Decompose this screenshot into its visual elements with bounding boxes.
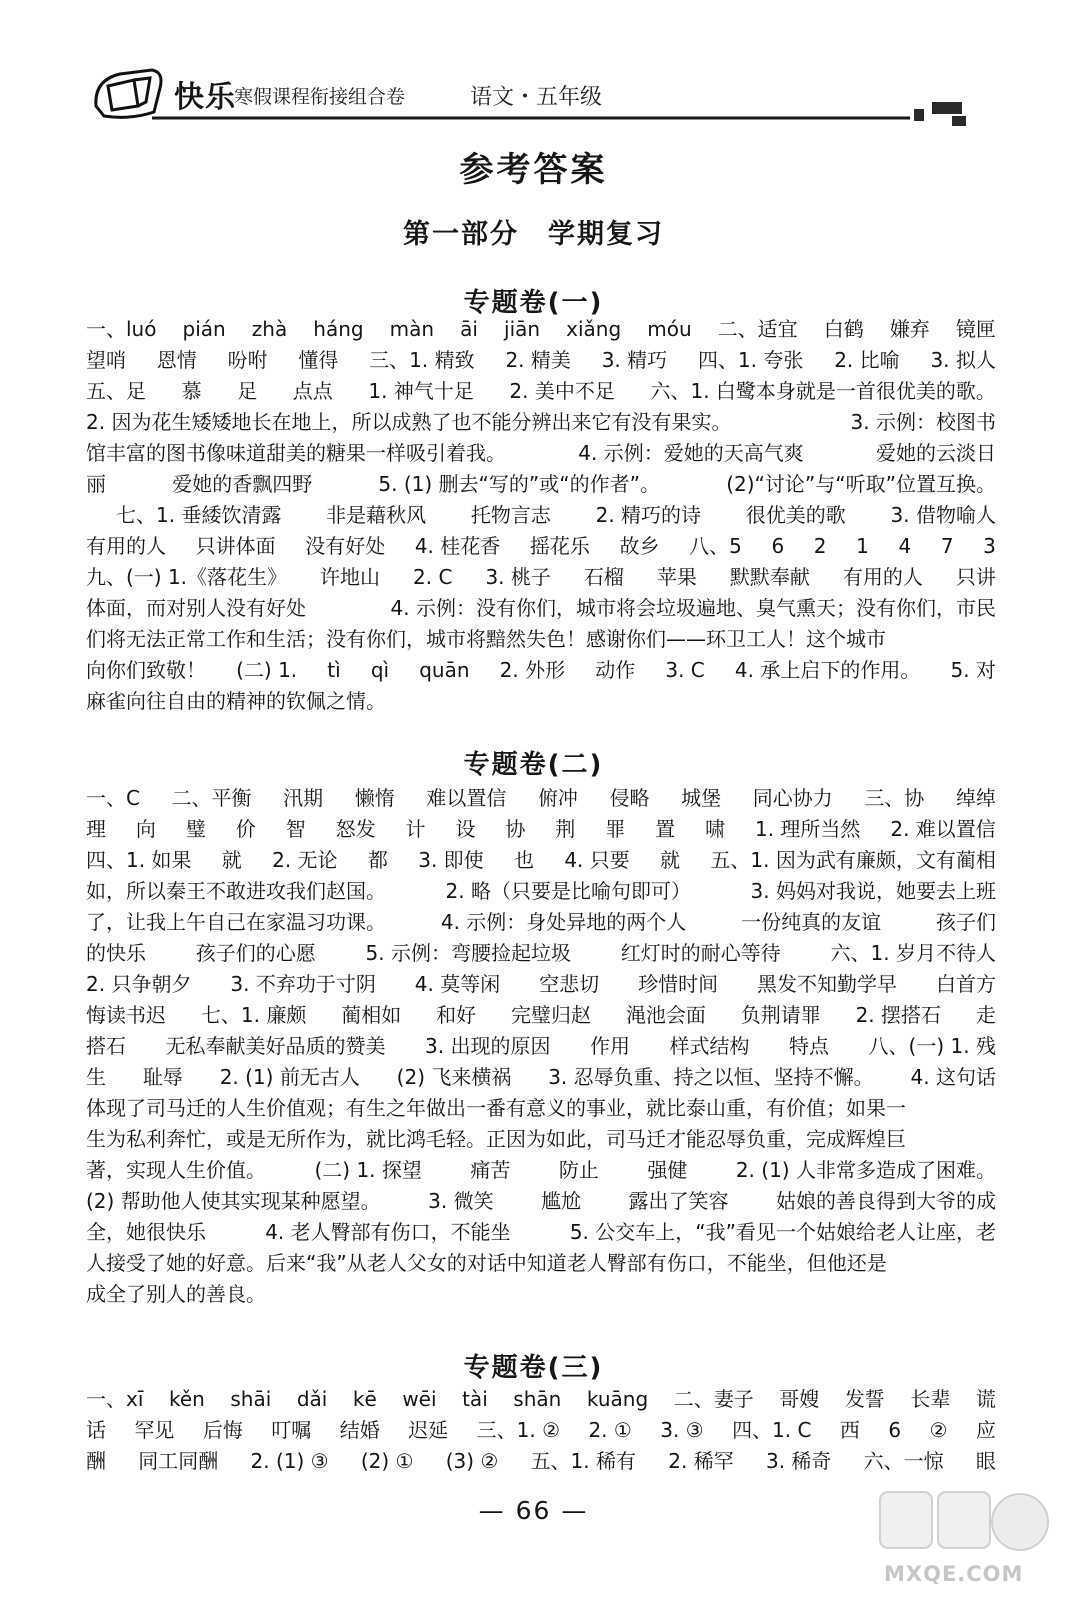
subject-grade: 语文・五年级 [470,85,603,110]
answer-segment: 六、1. 岁月不待人 [830,941,996,965]
answer-segment: 嫌弃 [889,317,930,341]
answer-segment: 3. 拟人 [930,348,996,372]
answer-segment: (2)“讨论”与“听取”位置互换。 [726,472,996,496]
answer-segment: pián [182,317,226,341]
answer-segment: 特点 [789,1034,830,1058]
answer-segment: 2. (1) 人非常多造成了困难。 [735,1158,996,1182]
answer-segment: 只讲 [955,565,996,589]
answer-segment: 走 [975,1003,996,1027]
answer-segment: 罕见 [134,1418,175,1442]
answer-segment: 2. (1) ③ [250,1449,329,1473]
answer-segment: āi [460,317,478,341]
answer-line [86,1384,996,1415]
answer-segment: 五、足 [86,379,146,403]
section-title-1: 专题卷(一) [463,288,604,318]
answer-line [86,593,996,624]
answer-segment: 样式结构 [669,1034,750,1058]
answer-segment: 痛苦 [470,1158,511,1182]
answer-segment: 话 [86,1418,106,1442]
watermark-text: MXQE.COM [884,1562,1024,1586]
answer-segment: 4. 承上启下的作用。 [734,658,921,682]
answer-segment: 红灯时的耐心等待 [620,941,781,965]
answer-segment: 苹果 [656,565,697,589]
answer-line [86,1031,996,1062]
part-title: 第一部分 学期复习 [403,219,664,250]
answer-segment: 4. 示例：没有你们，城市将会垃圾遍地、臭气熏天；没有你们，市民 [390,596,996,620]
answer-segment: 3. 妈妈对我说，她要去上班 [750,879,996,903]
answer-segment: 2. 外形 [499,658,566,682]
answer-segment: 体现了司马迁的人生价值观；有生之年做出一番有意义的事业，就比泰山重，有价值；如果一 [86,1096,906,1120]
answer-line [86,500,996,531]
answer-segment: 1 [856,534,869,558]
answer-segment: 动作 [595,658,636,682]
answer-segment: 2. 稀罕 [668,1449,734,1473]
answer-line [86,783,996,814]
answer-segment: 丽 [86,472,106,496]
answer-segment: 5. (1) 删去“写的”或“的作者”。 [378,472,660,496]
section-1-answers [86,314,996,717]
answer-line [86,1248,996,1279]
answer-segment: (2) ① [360,1449,414,1473]
answer-line [86,345,996,376]
answer-segment: 俯冲 [537,786,578,810]
answer-segment: 二、平衡 [171,786,252,810]
answer-segment: 成全了别人的善良。 [86,1282,266,1306]
answer-segment: 石榴 [583,565,624,589]
answer-segment: 3 [983,534,996,558]
answer-line [86,969,996,1000]
answer-segment: 城堡 [681,786,722,810]
answer-segment: 的快乐 [86,941,146,965]
answer-segment: 点点 [292,379,333,403]
answer-segment: 2. ① [588,1418,632,1442]
answer-segment: 同工同酬 [138,1449,219,1473]
answer-segment: 协 [505,817,526,841]
answer-segment: 尴尬 [541,1189,582,1213]
answer-segment: 四、1. 如果 [86,848,192,872]
answer-line [86,1155,996,1186]
answer-segment: 叮嘱 [271,1418,312,1442]
answer-segment: 3. 桃子 [485,565,551,589]
answer-segment: 2. C [413,565,453,589]
answer-segment: 绰绰 [955,786,996,810]
answer-segment: 镜匣 [955,317,996,341]
answer-segment: 一、luó [86,317,157,341]
answer-segment: 体面，而对别人没有好处 [86,596,306,620]
answer-segment: 4. 只要 [564,848,630,872]
answer-segment: 无私奉献美好品质的赞美 [165,1034,386,1058]
answer-segment: 3. 微笑 [428,1189,494,1213]
answer-segment: 非是藉秋风 [326,503,427,527]
answer-line [86,1217,996,1248]
answer-segment: 五、1. 稀有 [530,1449,637,1473]
answer-segment: quān [419,658,470,682]
answer-line [86,876,996,907]
answer-segment: 如，所以秦王不敢进攻我们赵国。 [86,879,386,903]
answer-segment: 应 [975,1418,996,1442]
answer-segment: 4. 示例：身处异地的两个人 [440,910,687,934]
answer-segment: 汛期 [283,786,324,810]
answer-segment: 一、xī [86,1387,144,1411]
answer-segment: 5. 对 [950,658,996,682]
answer-segment: 3. 稀奇 [765,1449,832,1473]
answer-line [86,686,996,717]
answer-segment: 爱她的云淡日 [875,441,996,465]
answer-segment: 四、1. C [732,1418,812,1442]
answer-segment: kē [352,1387,377,1411]
answer-segment: 一、C [86,786,140,810]
answer-segment: 2. 无论 [272,848,338,872]
answer-segment: 没有好处 [305,534,386,558]
answer-segment: 白首方 [935,972,996,996]
answer-segment: 二、妻子 [673,1387,754,1411]
answer-segment: 默默奉献 [729,565,810,589]
section-3-answers [86,1384,996,1477]
answer-segment: 作用 [590,1034,630,1058]
answer-segment: 2. 精美 [505,348,571,372]
answer-segment: wēi [402,1387,437,1411]
answer-segment: 璧 [185,817,206,841]
answer-segment: 露出了笑容 [628,1189,729,1213]
answer-line [86,1415,996,1446]
answer-segment: 七、1. 廉颇 [200,1003,307,1027]
answer-line [86,438,996,469]
answer-segment: ② [929,1418,948,1442]
answer-segment: 三、协 [864,786,925,810]
brand-name: 快乐 [174,80,236,115]
answer-line [86,1062,996,1093]
answer-line [86,1000,996,1031]
answer-segment: 2. 美中不足 [509,379,615,403]
answer-segment: (2) 帮助他人使其实现某种愿望。 [86,1189,381,1213]
answer-segment: 都 [367,848,388,872]
answer-segment: zhà [251,317,288,341]
answer-segment: 恩情 [156,348,197,372]
answer-line [86,655,996,686]
book-logo-icon [90,66,166,126]
answer-segment: 懒惰 [354,786,395,810]
answer-segment: shān [513,1387,562,1411]
answer-segment: 就 [660,848,681,872]
answer-line [86,1279,996,1310]
answer-line [86,1186,996,1217]
answer-segment: 4 [898,534,912,558]
answer-line [86,938,996,969]
answer-segment: 2. 比喻 [834,348,900,372]
answer-segment: 姑娘的善良得到大爷的成 [775,1189,996,1213]
answer-segment: 智 [285,817,306,841]
answer-line [86,845,996,876]
answer-segment: 4. 莫等闲 [414,972,501,996]
answer-segment: (3) ② [445,1449,499,1473]
answer-segment: 二、适宜 [717,317,798,341]
answer-segment: 人接受了她的好意。后来“我”从老人父女的对话中知道老人臀部有伤口，不能坐，但他还是 [86,1251,887,1275]
answer-segment: 4. 这句话 [910,1065,996,1089]
answer-segment: 向 [135,817,156,841]
answer-segment: 设 [455,817,476,841]
answer-segment: 八、(一) 1. 残 [868,1034,996,1058]
answer-line [86,531,996,562]
answer-segment: 计 [405,817,426,841]
answer-segment: shāi [230,1387,272,1411]
answer-segment: 六、1. 白鹭本身就是一首很优美的歌。 [650,379,996,403]
answer-segment: 慕 [181,379,202,403]
answer-segment: 向你们致敬！ [86,658,206,682]
answer-segment: 5. 公交车上，“我”看见一个姑娘给老人让座，老 [569,1220,996,1244]
answer-segment: 2. 略（只要是比喻句即可） [445,879,691,903]
answer-line [86,1093,996,1124]
answer-segment: 强健 [647,1158,688,1182]
answer-segment: 2. 精巧的诗 [595,503,702,527]
answer-segment: 同心协力 [752,786,833,810]
answer-segment: 迟延 [408,1418,449,1442]
answer-segment: 2 [813,534,827,558]
answer-segment: 酬 [86,1449,106,1473]
answer-segment: 四、1. 夸张 [697,348,804,372]
answer-segment: 荆 [555,817,576,841]
answer-segment: 一份纯真的友谊 [741,910,882,934]
answer-segment: 3. 出现的原因 [425,1034,551,1058]
section-title-3: 专题卷(三) [463,1353,604,1383]
answer-segment: 渑池会面 [625,1003,706,1027]
answer-segment: háng [313,317,364,341]
answer-segment: 罪 [605,817,626,841]
answer-segment: móu [647,317,692,341]
answer-segment: 八、5 [689,534,742,558]
answer-segment: 吩咐 [227,348,268,372]
answer-segment: 有用的人 [86,534,166,558]
answer-segment: tì [327,658,341,682]
answer-segment: 了，让我上午自己在家温习功课。 [86,910,386,934]
answer-segment: 托物言志 [470,503,551,527]
answer-segment: 7 [940,534,954,558]
answer-segment: 七、1. 垂緌饮清露 [116,503,282,527]
answer-segment: 生为私利奔忙，或是无所作为，就比鸿毛轻。正因为如此，司马迁才能忍辱负重，完成辉煌巨 [86,1127,906,1151]
answer-segment: 九、(一) 1.《落花生》 [86,565,288,589]
page-title: 参考答案 [459,150,608,190]
answer-segment: 啸 [705,817,726,841]
answer-segment: 故乡 [619,534,660,558]
answer-segment: 悔读书迟 [86,1003,166,1027]
answer-segment: 也 [514,848,534,872]
answer-segment: 五、1. 因为武有廉颇，文有蔺相 [710,848,996,872]
answer-segment: 侵略 [609,786,650,810]
answer-segment: 发誓 [844,1387,885,1411]
answer-segment: 怒发 [335,817,376,841]
answer-segment: 价 [235,817,256,841]
answer-segment: 3. ③ [660,1418,704,1442]
answer-segment: 3. 不弃功于寸阴 [230,972,376,996]
answer-segment: 3. 示例：校图书 [850,410,996,434]
answer-segment: 搭石 [86,1034,126,1058]
answer-segment: 6 [771,534,785,558]
answer-segment: 哥嫂 [779,1387,820,1411]
answer-segment: 麻雀向往自由的精神的钦佩之情。 [86,689,386,713]
answer-segment: 谎 [975,1387,996,1411]
answer-segment: 懂得 [298,348,339,372]
answer-line [86,907,996,938]
answer-segment: 就 [221,848,242,872]
answer-segment: 爱她的香飘四野 [172,472,313,496]
answer-line [86,624,996,655]
answer-segment: (2) 飞来横祸 [396,1065,512,1089]
answer-segment: (二) 1. 探望 [314,1158,422,1182]
answer-segment: 3. 即使 [418,848,484,872]
answer-segment: dǎi [296,1387,328,1411]
answer-segment: 3. 精巧 [601,348,668,372]
answer-segment: 许地山 [320,565,381,589]
answer-segment: 1. 神气十足 [368,379,474,403]
answer-segment: 著，实现人生价值。 [86,1158,266,1182]
answer-line [86,814,996,845]
answer-line [86,376,996,407]
page-number: — 66 — [478,1496,589,1525]
answer-segment: 6 [888,1418,902,1442]
answer-segment: 2. 只争朝夕 [86,972,192,996]
answer-segment: jiān [504,317,541,341]
answer-segment: 1. 理所当然 [754,817,861,841]
answer-segment: 眼 [975,1449,996,1473]
answer-segment: 三、1. 精致 [369,348,475,372]
answer-segment: xiǎng [566,317,622,341]
answer-segment: 黑发不知勤学早 [757,972,898,996]
answer-segment: 很优美的歌 [745,503,846,527]
answer-segment: 3. C [665,658,705,682]
answer-segment: 摇花乐 [529,534,590,558]
answer-line [86,562,996,593]
answer-segment: 只讲体面 [195,534,276,558]
answer-segment: 结婚 [339,1418,380,1442]
answer-segment: 2. (1) 前无古人 [219,1065,360,1089]
answer-segment: 负荆请罪 [740,1003,821,1027]
answer-segment: 难以置信 [426,786,507,810]
answer-segment: 六、一惊 [863,1449,944,1473]
answer-segment: 完璧归赵 [510,1003,591,1027]
answer-segment: 空悲切 [539,972,600,996]
answer-segment: màn [389,317,435,341]
answer-segment: 3. 忍辱负重、持之以恒、坚持不懈。 [548,1065,874,1089]
answer-segment: 长辈 [910,1387,951,1411]
answer-segment: 馆丰富的图书像味道甜美的糖果一样吸引着我。 [86,441,506,465]
page-header [82,58,982,138]
answer-segment: 足 [237,379,258,403]
answer-segment: 珍惜时间 [638,972,719,996]
answer-segment: 生 [86,1065,106,1089]
answer-segment: 蔺相如 [341,1003,402,1027]
answer-segment: 全，她很快乐 [86,1220,206,1244]
answer-segment: 有用的人 [842,565,923,589]
section-title-2: 专题卷(二) [463,750,604,780]
answer-line [86,1124,996,1155]
answer-segment: tài [462,1387,488,1411]
answer-segment: 4. 示例：爱她的天高气爽 [578,441,804,465]
answer-segment: 三、1. ② [476,1418,560,1442]
answer-segment: 孩子们的心愿 [195,941,316,965]
section-2-answers [86,783,996,1310]
answer-segment: 白鹤 [823,317,864,341]
answer-line [86,1446,996,1477]
answer-line [86,469,996,500]
answer-segment: kuāng [586,1387,649,1411]
answer-segment: qì [370,658,390,682]
answer-segment: 们将无法正常工作和生活；没有你们，城市将黯然失色！感谢你们——环卫工人！这个城市 [86,627,886,651]
answer-segment: 望哨 [86,348,126,372]
answer-segment: 2. 摆搭石 [855,1003,942,1027]
answer-segment: 4. 桂花香 [414,534,501,558]
answer-segment: 孩子们 [935,910,996,934]
answer-segment: 5. 示例：弯腰捡起垃圾 [365,941,571,965]
series-name: 寒假课程衔接组合卷 [234,86,406,108]
answer-segment: 2. 难以置信 [890,817,996,841]
answer-segment: kěn [168,1387,205,1411]
answer-segment: 耻辱 [142,1065,183,1089]
answer-segment: 4. 老人臀部有伤口，不能坐 [265,1220,511,1244]
answer-segment: 后悔 [202,1418,243,1442]
answer-segment: 2. 因为花生矮矮地长在地上，所以成熟了也不能分辨出来它有没有果实。 [86,410,732,434]
answer-segment: 3. 借物喻人 [890,503,996,527]
answer-line [86,314,996,345]
answer-segment: 和好 [436,1003,477,1027]
answer-line [86,407,996,438]
answer-segment: (二) 1. [236,658,298,682]
answer-segment: 置 [655,817,676,841]
answer-segment: 西 [839,1418,860,1442]
answer-segment: 防止 [558,1158,599,1182]
answer-segment: 理 [86,817,106,841]
